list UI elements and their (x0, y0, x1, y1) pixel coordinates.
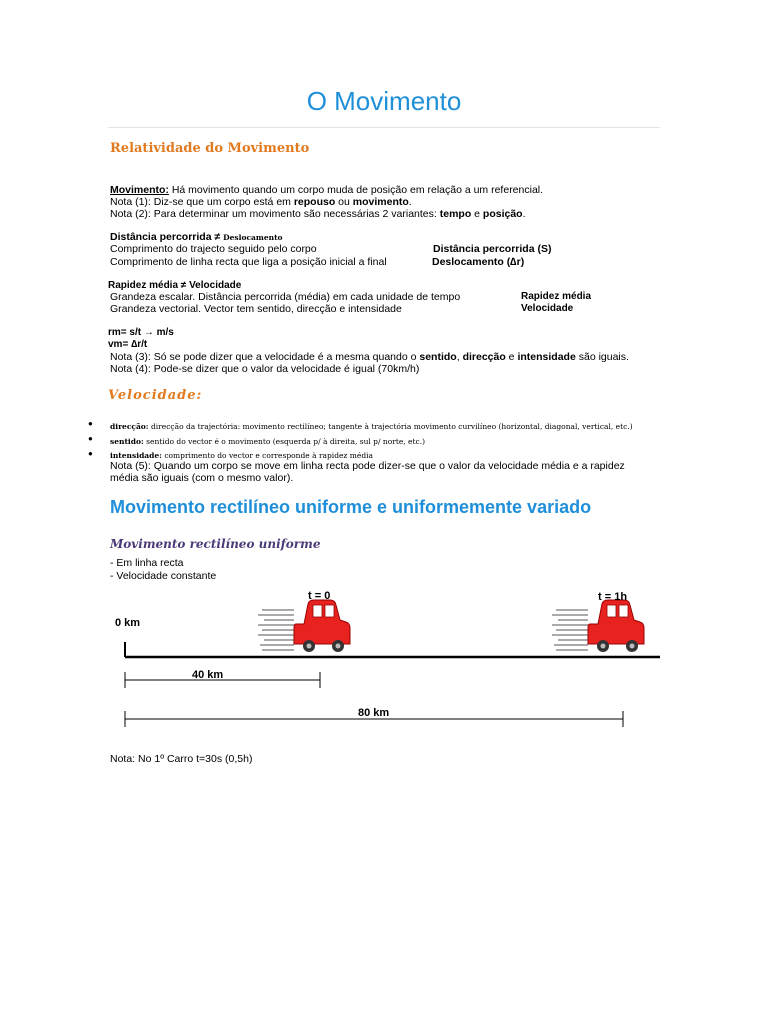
nota-1-end: . (408, 196, 412, 208)
nota-4: Nota (4): Pode-se dizer que o valor da velocidade é igual (70km/h) (110, 363, 420, 375)
intensidade-term: intensidade (517, 351, 576, 363)
distancia-row-1-right: Distância percorrida (S) (433, 243, 552, 255)
motion-diagram (0, 580, 768, 740)
bullet-dot-2: ● (88, 434, 93, 443)
direccao-term: direcção (462, 351, 506, 363)
footer-note: Nota: No 1º Carro t=30s (0,5h) (110, 753, 253, 765)
bullet-sentido-label: sentido: (110, 437, 144, 446)
rapidez-row-2-left: Grandeza vectorial. Vector tem sentido, direcção e intensidade (110, 303, 402, 315)
car-2-icon (588, 600, 644, 652)
movimento-term: movimento (352, 196, 409, 208)
nota-1-conj: ou (335, 196, 353, 208)
nota-3-end: são iguais. (575, 351, 629, 363)
posicao-term: posição (482, 208, 523, 220)
speed-lines-car-2 (552, 610, 588, 650)
title-divider (108, 127, 660, 128)
nota-3 (110, 351, 629, 363)
bullet-sentido (110, 436, 425, 448)
subheading-mru: Movimento rectilíneo uniforme (110, 537, 321, 551)
label-80km: 80 km (358, 707, 390, 719)
formula-rm: rm= s/t → m/s (108, 327, 174, 338)
formula-vm: vm= ∆r/t (108, 339, 148, 350)
distancia-row-2-left: Comprimento de linha recta que liga a posição inicial a final (110, 256, 387, 268)
rapidez-row-1-right: Rapidez média (521, 291, 592, 302)
nota-5-line-1: Nota (5): Quando um corpo se move em linha recta pode dizer-se que o valor da velocidade média e a rapidez (110, 460, 625, 472)
bullet-direccao-label: direcção: (110, 422, 149, 431)
section-heading-velocidade: Velocidade: (108, 388, 203, 403)
movimento-text: Há movimento quando um corpo muda de posição em relação a um referencial. (168, 184, 544, 196)
nota-2-conj: e (471, 208, 483, 220)
bullet-dot-3: ● (88, 449, 93, 458)
distancia-heading-text: Distância percorrida ≠ (110, 231, 224, 243)
nota-1-text: Nota (1): Diz-se que um corpo está em (110, 196, 294, 208)
mru-item-1: - Em linha recta (110, 557, 184, 569)
bullet-direccao (110, 421, 633, 433)
bullet-intensidade-label: intensidade: (110, 451, 162, 460)
tempo-term: tempo (439, 208, 472, 220)
nota-2-end: . (522, 208, 526, 220)
nota-3-text: Nota (3): Só se pode dizer que a velocidade é a mesma quando o (110, 351, 420, 363)
section-heading-relatividade: Relatividade do Movimento (110, 141, 310, 156)
repouso-term: repouso (293, 196, 336, 208)
bullet-direccao-text: direcção da trajectória: movimento rectilíneo; tangente à trajectória movimento curvilíneo (horizontal, diagonal, vertical, etc.) (148, 422, 633, 431)
nota-3-sep: , (456, 351, 463, 363)
speed-lines-car-1 (258, 610, 294, 650)
nota-5-line-2: média são iguais (com o mesmo valor). (110, 472, 294, 484)
bullet-sentido-text: sentido do vector é o movimento (esquerda p/ à direita, sul p/ norte, etc.) (143, 437, 426, 446)
nota-1 (110, 196, 412, 208)
bullet-intensidade-text: comprimento do vector e corresponde à rapidez média (161, 451, 373, 460)
page-title: O Movimento (306, 86, 462, 116)
nota-3-conj: e (505, 351, 518, 363)
label-0km: 0 km (115, 617, 141, 629)
movimento-label: Movimento: (110, 184, 169, 196)
movimento-definition (110, 184, 543, 196)
distancia-row-1-left: Comprimento do trajecto seguido pelo corpo (110, 243, 317, 255)
rapidez-row-1-left: Grandeza escalar. Distância percorrida (média) em cada unidade de tempo (110, 291, 461, 303)
rapidez-row-2-right: Velocidade (521, 303, 574, 314)
label-40km: 40 km (192, 669, 224, 681)
section-heading-mru: Movimento rectilíneo uniforme e uniformemente variado (110, 497, 592, 517)
label-t0: t = 0 (308, 590, 331, 602)
label-t1h: t = 1h (598, 591, 628, 603)
distancia-row-2-right: Deslocamento (∆r) (432, 256, 525, 268)
nota-2-text: Nota (2): Para determinar um movimento são necessárias 2 variantes: (110, 208, 440, 220)
deslocamento-heading-text: Deslocamento (223, 233, 283, 242)
mru-item-2: - Velocidade constante (110, 570, 217, 582)
rapidez-heading: Rapidez média ≠ Velocidade (108, 280, 242, 291)
nota-2 (110, 208, 526, 220)
sentido-term: sentido (419, 351, 457, 363)
bullet-dot-1: ● (88, 419, 93, 428)
car-1-icon (294, 600, 350, 652)
